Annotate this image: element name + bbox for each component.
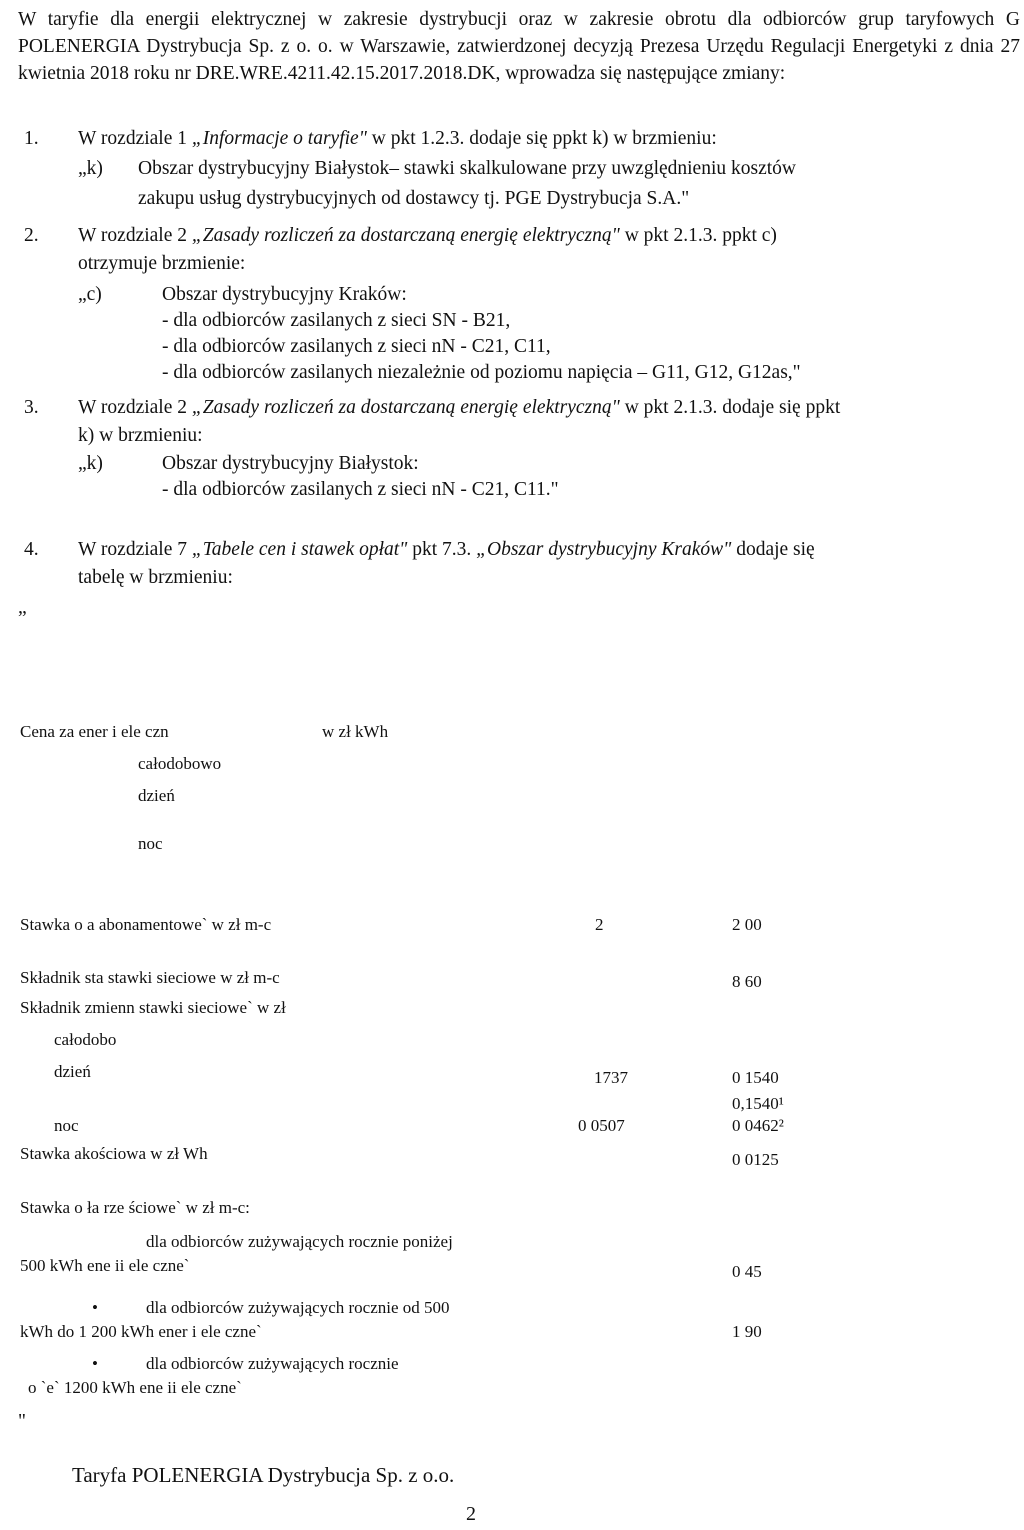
fixed-component-label: Składnik sta stawki sieciowe w zł m-c (20, 968, 280, 987)
change-4-post: dodaje się (731, 539, 815, 560)
subscription-label: Stawka o a abonamentowe` w zł m-c (20, 915, 272, 934)
change-4-line-2: tabelę w brzmieniu: (78, 567, 233, 588)
variable-row-day: dzień (54, 1062, 91, 1081)
change-3-post: w pkt 2.1.3. dodaje się ppkt (619, 397, 841, 418)
change-3-bullet-1: - dla odbiorców zasilanych z sieci nN - C21, C11." (162, 479, 559, 500)
transition-tier-2-line-2: kWh do 1 200 kWh ener i ele czne` (20, 1322, 262, 1341)
subscription-value-2: 2 00 (732, 915, 762, 934)
variable-extra-value: 0,1540¹ (732, 1094, 784, 1113)
transition-tier-2-line-1: dla odbiorców zużywających rocznie od 500 (146, 1298, 450, 1317)
transition-tier-3-line-2: o `e` 1200 kWh ene ii ele czne` (28, 1378, 242, 1397)
variable-component-label: Składnik zmienn stawki sieciowe` w zł (20, 998, 286, 1017)
change-1-sub-label: „k) (78, 158, 103, 179)
transition-tier-1-line-1: dla odbiorców zużywających rocznie poniżej (146, 1232, 453, 1251)
quality-rate-value: 0 0125 (732, 1150, 779, 1169)
change-3-line (78, 396, 840, 420)
intro-paragraph (18, 6, 1020, 87)
variable-day-value-1: 1737 (594, 1068, 628, 1087)
transition-tier-1-value: 0 45 (732, 1262, 762, 1281)
energy-row-night: noc (138, 834, 163, 853)
change-1-line (78, 127, 717, 151)
change-4-mid: pkt 7.3. (407, 539, 477, 560)
quote-open-mark: „ (18, 597, 27, 618)
change-1-sub-line-2: zakupu usług dystrybucyjnych od dostawcy tj. PGE Dystrybucja S.A." (138, 188, 690, 209)
change-4-line (78, 538, 815, 562)
change-4-area-title: „Obszar dystrybucyjny Kraków" (476, 539, 732, 560)
change-2-line (78, 224, 777, 248)
fixed-component-value: 8 60 (732, 972, 762, 991)
change-3-pre: W rozdziale 2 (78, 397, 192, 418)
variable-day-value-2: 0 1540 (732, 1068, 779, 1087)
change-2-post: w pkt 2.1.3. ppkt c) (619, 225, 777, 246)
change-3-sub-label: „k) (78, 453, 103, 474)
change-2-bullet-2: - dla odbiorców zasilanych z sieci nN - C21, C11, (162, 336, 551, 357)
change-2-sub-label: „c) (78, 284, 102, 305)
transition-fee-label: Stawka o ła rze ściowe` w zł m-c: (20, 1198, 250, 1217)
change-2-sub-title: Obszar dystrybucyjny Kraków: (162, 284, 407, 305)
change-4-pre: W rozdziale 7 (78, 539, 192, 560)
transition-tier-1-line-2: 500 kWh ene ii ele czne` (20, 1256, 190, 1275)
change-2-chapter-title: „Zasady rozliczeń za dostarczaną energię elektryczną" (191, 225, 620, 246)
change-2-number: 2. (24, 225, 39, 246)
energy-price-unit: w zł kWh (322, 722, 389, 741)
variable-night-value-1: 0 0507 (578, 1116, 625, 1135)
quote-close-mark: " (18, 1411, 26, 1432)
quality-rate-label: Stawka akościowa w zł Wh (20, 1144, 208, 1163)
intro-text: W taryfie dla energii elektrycznej w zakresie dystrybucji oraz w zakresie obrotu dla odbiorców grup taryfowych G POLENERGIA Dystrybucja Sp. z o. o. w Warszawie, zatwierdzonej decyzją Prezesa Urzędu Regulacji Energetyki z dnia 27 kwietnia 2018 roku nr DRE.WRE.4211.42.15.2017.2018.DK, wprowadza się następujące zmiany: (18, 9, 1020, 84)
bullet-icon: • (92, 1354, 98, 1373)
energy-price-label: Cena za ener i ele czn (20, 722, 169, 741)
change-4-chapter-title: „Tabele cen i stawek opłat" (191, 539, 408, 560)
change-1-sub-line-1: Obszar dystrybucyjny Białystok– stawki skalkulowane przy uwzględnieniu kosztów (138, 158, 797, 179)
change-2-pre: W rozdziale 2 (78, 225, 192, 246)
change-3-chapter-title: „Zasady rozliczeń za dostarczaną energię elektryczną" (191, 397, 620, 418)
change-3-number: 3. (24, 397, 39, 418)
change-3-sub-title: Obszar dystrybucyjny Białystok: (162, 453, 419, 474)
page-number: 2 (466, 1503, 476, 1525)
bullet-icon: • (92, 1298, 98, 1317)
energy-row-day: dzień (138, 786, 175, 805)
change-2-bullet-1: - dla odbiorców zasilanych z sieci SN - B21, (162, 310, 511, 331)
variable-night-value-2: 0 0462² (732, 1116, 784, 1135)
subscription-value-1: 2 (595, 915, 604, 934)
change-4-number: 4. (24, 539, 39, 560)
change-1-post: w pkt 1.2.3. dodaje się ppkt k) w brzmieniu: (366, 128, 717, 149)
change-3-line-2: k) w brzmieniu: (78, 425, 203, 446)
transition-tier-3-line-1: dla odbiorców zużywających rocznie (146, 1354, 399, 1373)
change-1-number: 1. (24, 128, 39, 149)
change-2-bullet-3: - dla odbiorców zasilanych niezależnie od poziomu napięcia – G11, G12, G12as," (162, 362, 801, 383)
transition-tier-2-value: 1 90 (732, 1322, 762, 1341)
variable-row-allday: całodobo (54, 1030, 117, 1049)
variable-row-night: noc (54, 1116, 79, 1135)
footer-title: Taryfa POLENERGIA Dystrybucja Sp. z o.o. (72, 1463, 455, 1487)
change-1-chapter-title: „Informacje o taryfie" (191, 128, 367, 149)
change-2-line-2: otrzymuje brzmienie: (78, 253, 246, 274)
change-1-pre: W rozdziale 1 (78, 128, 192, 149)
energy-row-allday: całodobowo (138, 754, 222, 773)
